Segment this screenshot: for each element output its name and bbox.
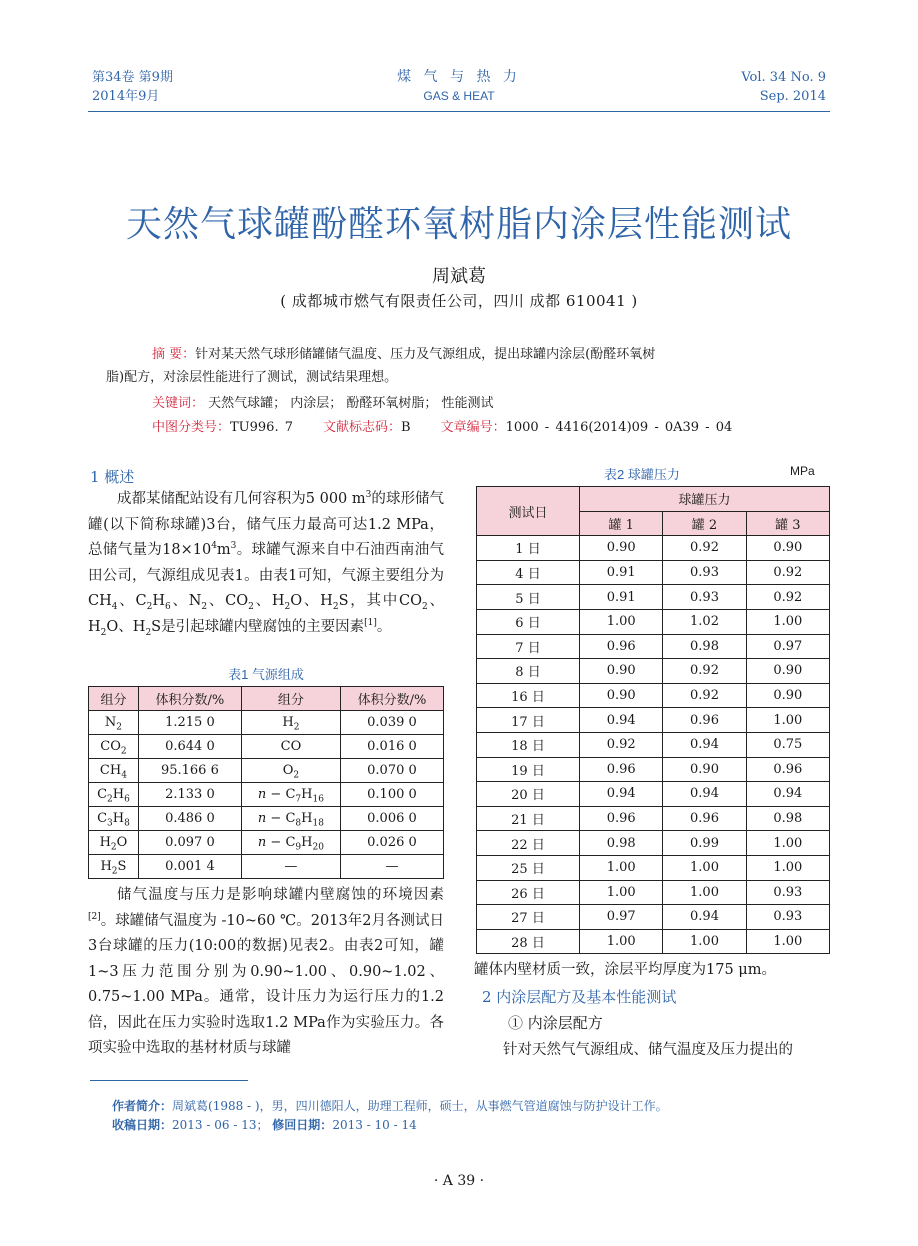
received-label: 收稿日期： — [112, 1118, 173, 1132]
table-row — [89, 759, 444, 783]
table-cell: 0.96 — [663, 708, 746, 733]
article-number: 1000 - 4416(2014)09 - 0A39 - 04 — [505, 420, 733, 435]
table-cell: 0.92 — [663, 536, 746, 561]
table-cell: 0.016 0 — [340, 735, 443, 759]
table-cell: 0.92 — [746, 560, 829, 585]
table-cell: $H_2O$ — [89, 831, 139, 855]
table-cell: $C_2H_6$ — [89, 783, 139, 807]
header-vol-cn: 第34卷 第9期 — [92, 70, 173, 85]
table-cell: $n - C_8H_{18}$ — [241, 807, 340, 831]
table-row — [477, 905, 830, 930]
table-2-unit: MPa — [790, 464, 815, 478]
table-cell: 1.00 — [580, 929, 663, 954]
author-name: 周斌葛 — [432, 266, 486, 287]
table-cell: 0.001 4 — [138, 855, 241, 879]
table-cell: 1.00 — [580, 855, 663, 880]
table-cell: 22 日 — [477, 831, 580, 856]
table-header-test-day: 测试日 — [477, 487, 580, 536]
table-cell: 0.039 0 — [340, 711, 443, 735]
table-row — [477, 585, 830, 610]
table-cell: 0.90 — [580, 659, 663, 684]
author-affiliation: ( 成都城市燃气有限责任公司，四川 成都 610041 ) — [280, 292, 638, 310]
abstract-text-1: 针对某天然气球形储罐储气温度、压力及气源组成，提出球罐内涂层(酚醛环氧树 — [195, 347, 656, 362]
table-cell: 0.486 0 — [138, 807, 241, 831]
section-2-heading: 2 内涂层配方及基本性能测试 — [482, 988, 677, 1006]
table-cell: 0.93 — [746, 880, 829, 905]
table-cell: 0.94 — [580, 782, 663, 807]
table-cell: 20 日 — [477, 782, 580, 807]
table-row — [89, 735, 444, 759]
table-cell: 1.00 — [663, 855, 746, 880]
table-row — [477, 609, 830, 634]
table-header-tank: 罐 3 — [746, 511, 829, 536]
table-cell: 1.00 — [746, 708, 829, 733]
table-row — [477, 782, 830, 807]
table-cell: 21 日 — [477, 806, 580, 831]
table-gas-composition — [88, 686, 444, 879]
table-row — [477, 929, 830, 954]
table-cell: 0.90 — [746, 536, 829, 561]
table-row — [89, 807, 444, 831]
table-row — [477, 708, 830, 733]
header-date-en: Sep. 2014 — [759, 89, 826, 104]
table-row — [477, 536, 830, 561]
table-cell: 0.96 — [580, 634, 663, 659]
table-header-tank: 罐 1 — [580, 511, 663, 536]
table-cell: 0.98 — [580, 831, 663, 856]
table-cell: 1.00 — [663, 929, 746, 954]
table-cell: 5 日 — [477, 585, 580, 610]
table-row — [477, 634, 830, 659]
table-2-caption: 表2 球罐压力 — [604, 467, 680, 482]
table-cell: 1.00 — [746, 929, 829, 954]
table-cell: 6 日 — [477, 609, 580, 634]
table-row — [477, 757, 830, 782]
table-cell: $n - C_7H_{16}$ — [241, 783, 340, 807]
keywords-label: 关键词： — [152, 396, 205, 411]
table-cell: 1.00 — [746, 831, 829, 856]
header-volume-en — [741, 68, 826, 106]
table-header-group: 球罐压力 — [580, 487, 830, 512]
footnote-dates — [112, 1116, 417, 1133]
table-cell: 0.92 — [746, 585, 829, 610]
table-cell: 0.070 0 — [340, 759, 443, 783]
paragraph-coating-thickness: 罐体内壁材质一致，涂层平均厚度为175 μm。 — [474, 962, 776, 978]
footnote-divider — [90, 1080, 248, 1081]
table-cell: 1.00 — [746, 609, 829, 634]
table-cell: 2.133 0 — [138, 783, 241, 807]
table-row — [89, 855, 444, 879]
table-row — [477, 683, 830, 708]
table-cell: 0.93 — [663, 585, 746, 610]
table-row — [477, 806, 830, 831]
table-cell: 1.02 — [663, 609, 746, 634]
table-cell: 0.93 — [663, 560, 746, 585]
page-number: · A 39 · — [433, 1173, 485, 1189]
article-number-label: 文章编号： — [440, 420, 506, 435]
table-cell: 0.94 — [580, 708, 663, 733]
table-cell: $CO_2$ — [89, 735, 139, 759]
table-cell: 1.00 — [746, 855, 829, 880]
clc-label: 中图分类号： — [152, 420, 231, 435]
abstract-label: 摘 要： — [152, 347, 196, 362]
table-cell: 18 日 — [477, 732, 580, 757]
citation-1: [1] — [364, 617, 377, 628]
doc-code-label: 文献标志码： — [323, 420, 402, 435]
table-cell: 1.00 — [580, 880, 663, 905]
table-cell: 0.94 — [663, 732, 746, 757]
table-cell: $CH_4$ — [89, 759, 139, 783]
table-header-cell: 组分 — [241, 687, 340, 711]
table-cell: $H_2S$ — [89, 855, 139, 879]
table-cell: 0.94 — [746, 782, 829, 807]
table-cell: 0.92 — [663, 683, 746, 708]
table-tank-pressure — [476, 486, 830, 954]
table-cell: $N_2$ — [89, 711, 139, 735]
table-header-cell: 体积分数/% — [340, 687, 443, 711]
table-cell: 1.215 0 — [138, 711, 241, 735]
revised-date: 2013 - 10 - 14 — [332, 1118, 417, 1132]
table-header-tank: 罐 2 — [663, 511, 746, 536]
table-cell: 28 日 — [477, 929, 580, 954]
header-date-cn: 2014年9月 — [92, 89, 160, 104]
table-row — [477, 831, 830, 856]
table-cell: 0.96 — [746, 757, 829, 782]
header-vol-en: Vol. 34 No. 9 — [741, 70, 826, 85]
table-cell: 0.91 — [580, 560, 663, 585]
table-cell: $O_2$ — [241, 759, 340, 783]
table-cell: $n - C_9H_{20}$ — [241, 831, 340, 855]
table-row — [477, 732, 830, 757]
table-cell: — — [241, 855, 340, 879]
table-cell: 1 日 — [477, 536, 580, 561]
paragraph-temperature-pressure: 储气温度与压力是影响球罐内壁腐蚀的环境因素[2]。球罐储气温度为 -10~60 ℃。2013年2月各测试日3台球罐的压力(10:00的数据)见表2。由表2可知，罐1~3压力范围分别为0.90~1.00、0.90~1.02、0.75~1.00 MPa。通常，设计压力为运行压力的1.2倍，因此在压力实验时选取1.2 MPa作为实验压力。各项实验中选取的基材材质与球罐 — [88, 887, 444, 1056]
table-cell: 0.006 0 — [340, 807, 443, 831]
table-row — [89, 711, 444, 735]
table-cell: 25 日 — [477, 855, 580, 880]
table-cell: 0.91 — [580, 585, 663, 610]
paper-title: 天然气球罐酚醛环氧树脂内涂层性能测试 — [125, 204, 792, 245]
table-cell: 0.93 — [746, 905, 829, 930]
table-cell: 19 日 — [477, 757, 580, 782]
table-cell: 16 日 — [477, 683, 580, 708]
table-cell: 95.166 6 — [138, 759, 241, 783]
table-row — [477, 659, 830, 684]
table-1-caption: 表1 气源组成 — [228, 667, 304, 682]
table-cell: 0.96 — [663, 806, 746, 831]
table-cell: 0.90 — [746, 659, 829, 684]
footnote-author — [112, 1097, 668, 1114]
section-1-heading: 1 概述 — [90, 468, 135, 486]
table-cell: 8 日 — [477, 659, 580, 684]
abstract-text-2: 脂)配方，对涂层性能进行了测试，测试结果理想。 — [106, 370, 398, 385]
table-cell: 17 日 — [477, 708, 580, 733]
doc-code: B — [401, 420, 411, 435]
header-divider — [88, 111, 830, 112]
table-cell: 26 日 — [477, 880, 580, 905]
citation-2: [2] — [88, 911, 101, 922]
table-cell: 0.92 — [663, 659, 746, 684]
revised-label: 修回日期： — [272, 1118, 333, 1132]
table-cell: $C_3H_8$ — [89, 807, 139, 831]
table-cell: $H_2$ — [241, 711, 340, 735]
table-cell: 0.644 0 — [138, 735, 241, 759]
table-cell: 0.94 — [663, 782, 746, 807]
table-cell: 0.97 — [580, 905, 663, 930]
table-cell: 0.90 — [746, 683, 829, 708]
table-cell: 0.99 — [663, 831, 746, 856]
table-cell: 0.026 0 — [340, 831, 443, 855]
abstract — [106, 343, 818, 389]
table-cell: 0.90 — [580, 683, 663, 708]
table-cell: 0.98 — [663, 634, 746, 659]
table-cell: 0.94 — [663, 905, 746, 930]
table-cell: 0.097 0 — [138, 831, 241, 855]
table-cell: 0.75 — [746, 732, 829, 757]
received-date: 2013 - 06 - 13； — [172, 1118, 269, 1132]
footnote-author-text: 周斌葛(1988 - )，男，四川德阳人，助理工程师，硕士，从事燃气管道腐蚀与防护设计工作。 — [172, 1099, 668, 1113]
table-row — [477, 560, 830, 585]
keywords — [152, 392, 494, 411]
table-cell: — — [340, 855, 443, 879]
table-cell: 0.90 — [580, 536, 663, 561]
footnote-author-label: 作者简介： — [112, 1099, 173, 1113]
table-cell: 0.92 — [580, 732, 663, 757]
clc-code: TU996. 7 — [230, 420, 293, 435]
journal-name-en: GAS & HEAT — [423, 89, 495, 103]
keywords-text: 天然气球罐； 内涂层； 酚醛环氧树脂； 性能测试 — [208, 396, 494, 411]
table-cell: 0.98 — [746, 806, 829, 831]
table-cell: 0.96 — [580, 806, 663, 831]
classification-line — [152, 416, 732, 435]
table-cell: CO — [241, 735, 340, 759]
paragraph-overview: 成都某储配站设有几何容积为5 000 $m^3$的球形储气罐(以下简称球罐)3台，储气压力最高可达1.2 MPa，总储气量为$18\times 10^4m^3$。球罐气源来自中石油西南油气田公司，气源组成见表1。由表1可知，气源主要组分为$CH_4$、$C_2H_6$、$N_2$、$CO_2$、$H_2O$、$H_2S$，其中$CO_2$、$H_2O$、$H_2S$是引起球罐内壁腐蚀的主要因素[1]。 — [88, 490, 445, 638]
table-cell: 0.97 — [746, 634, 829, 659]
subsection-1-heading: ① 内涂层配方 — [508, 1014, 603, 1032]
table-row — [477, 880, 830, 905]
table-cell: 7 日 — [477, 634, 580, 659]
table-cell: 4 日 — [477, 560, 580, 585]
table-row — [477, 855, 830, 880]
table-header-cell: 体积分数/% — [138, 687, 241, 711]
table-cell: 27 日 — [477, 905, 580, 930]
table-cell: 0.96 — [580, 757, 663, 782]
paragraph-formulation: 针对天然气气源组成、储气温度及压力提出的 — [503, 1042, 793, 1058]
table-cell: 0.100 0 — [340, 783, 443, 807]
table-cell: 1.00 — [580, 609, 663, 634]
table-row — [89, 831, 444, 855]
table-cell: 1.00 — [663, 880, 746, 905]
journal-name-cn: 煤 气 与 热 力 — [397, 69, 521, 85]
table-header-cell: 组分 — [89, 687, 139, 711]
table-row — [89, 783, 444, 807]
table-cell: 0.90 — [663, 757, 746, 782]
